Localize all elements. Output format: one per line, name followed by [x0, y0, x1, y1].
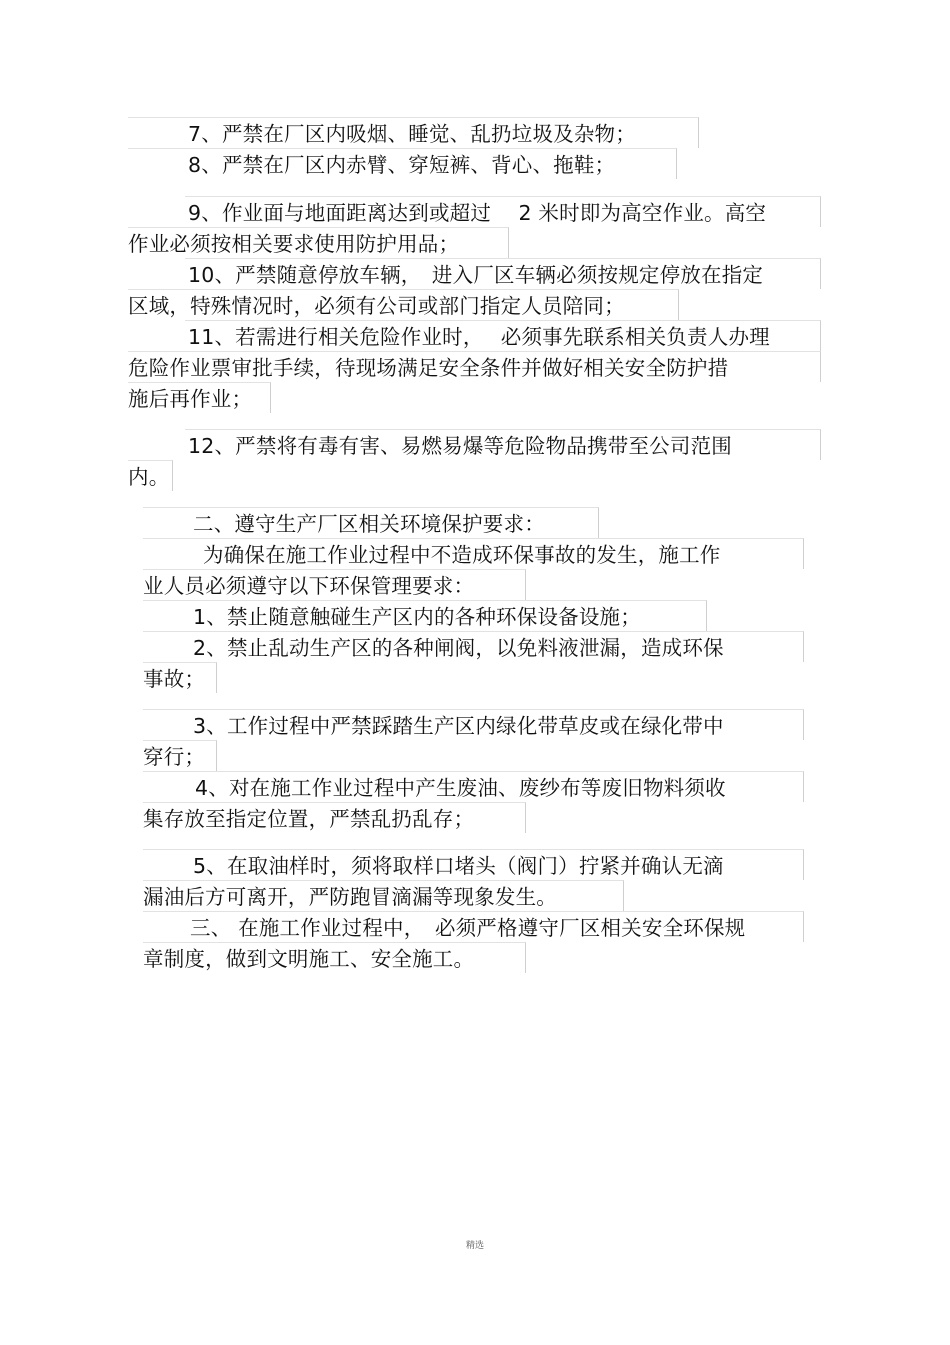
env-item-1: 1、禁止随意触碰生产区内的各种环保设备设施； [193, 605, 641, 629]
section-heading-3-line1: 三、 在施工作业过程中， 必须严格遵守厂区相关安全环保规 [190, 916, 746, 940]
env-item-4-line2: 集存放至指定位置，严禁乱扔乱存； [143, 807, 475, 831]
env-item-3-line1: 3、工作过程中严禁踩踏生产区内绿化带草皮或在绿化带中 [193, 714, 724, 738]
rule-item-9-line2: 作业必须按相关要求使用防护用品； [128, 232, 460, 256]
env-item-5-line2: 漏油后方可离开，严防跑冒滴漏等现象发生。 [143, 885, 557, 909]
env-item-2-line1: 2、禁止乱动生产区的各种闸阀，以免料液泄漏，造成环保 [193, 636, 724, 660]
rule-item-7: 7、严禁在厂区内吸烟、睡觉、乱扔垃圾及杂物； [188, 122, 636, 146]
rule-item-11-line3: 施后再作业； [128, 387, 253, 411]
rule-item-11-line2: 危险作业票审批手续，待现场满足安全条件并做好相关安全防护措 [128, 356, 729, 380]
rule-item-8: 8、严禁在厂区内赤臂、穿短裤、背心、拖鞋； [188, 153, 616, 177]
env-item-4-line1: 4、对在施工作业过程中产生废油、废纱布等废旧物料须收 [195, 776, 726, 800]
page-footer-label: 精选 [466, 1241, 485, 1251]
rule-item-11-line1: 11、若需进行相关危险作业时， 必须事先联系相关负责人办理 [188, 325, 770, 349]
rule-item-10-line2: 区域，特殊情况时，必须有公司或部门指定人员陪同； [128, 294, 625, 318]
section-heading-3-line2: 章制度，做到文明施工、安全施工。 [143, 947, 475, 971]
env-item-3-line2: 穿行； [143, 745, 206, 769]
rule-item-9-line1: 9、作业面与地面距离达到或超过 2 米时即为高空作业。高空 [188, 201, 767, 225]
section-heading-2: 二、遵守生产厂区相关环境保护要求： [193, 512, 545, 536]
rule-item-10-line1: 10、严禁随意停放车辆， 进入厂区车辆必须按规定停放在指定 [188, 263, 764, 287]
section-2-intro-line1: 为确保在施工作业过程中不造成环保事故的发生，施工作 [203, 543, 721, 567]
section-2-intro-line2: 业人员必须遵守以下环保管理要求： [143, 574, 475, 598]
env-item-5-line1: 5、在取油样时，须将取样口堵头（阀门）拧紧并确认无滴 [193, 854, 724, 878]
rule-item-12-line1: 12、严禁将有毒有害、易燃易爆等危险物品携带至公司范围 [188, 434, 732, 458]
env-item-2-line2: 事故； [143, 667, 206, 691]
rule-item-12-line2: 内。 [128, 465, 170, 489]
